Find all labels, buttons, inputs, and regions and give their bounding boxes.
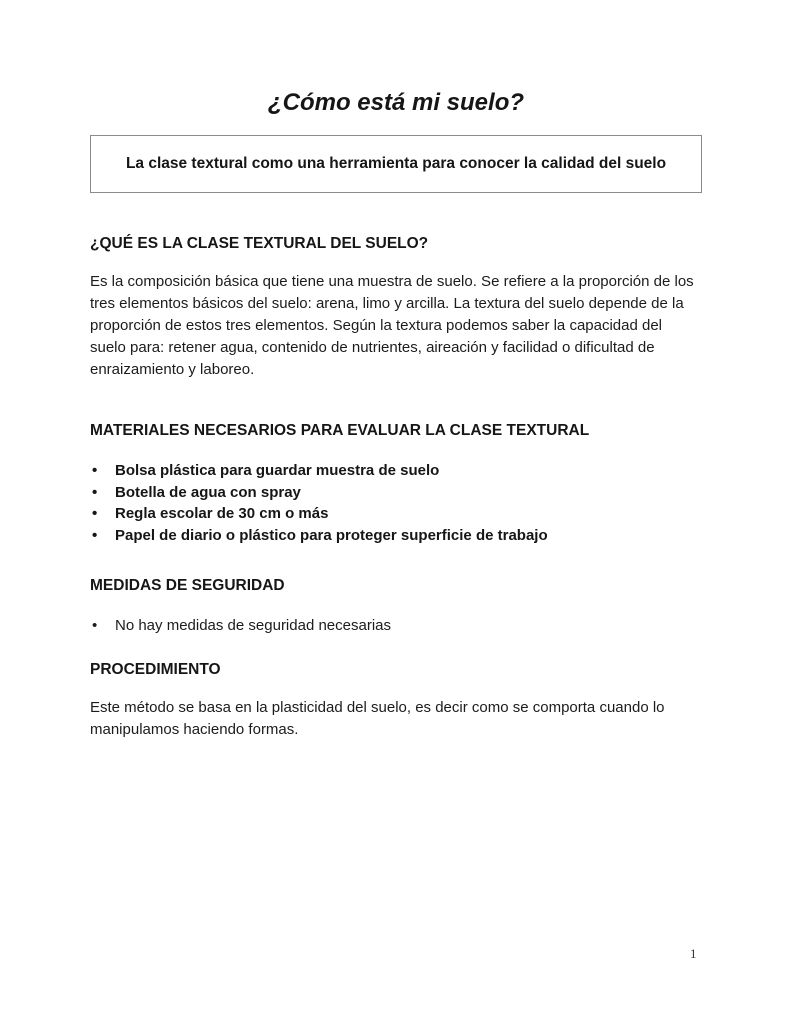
materials-list [90, 460, 702, 546]
list-item: • Papel de diario o plástico para proteger superficie de trabajo [92, 525, 702, 547]
subtitle-text: La clase textural como una herramienta para conocer la calidad del suelo [125, 155, 667, 172]
paragraph-what-is-textural-class: Es la composición básica que tiene una muestra de suelo. Se refiere a la proporción de los tres elementos básicos del suelo: arena, limo y arcilla. La textura del suelo depende de la proporción de estos tres elementos. Según la textura podemos saber la capacidad del suelo para: retener agua, contenido de nutrientes, aireación y facilidad o dificultad de enraizamiento y laboreo. [90, 273, 694, 378]
safety-list [90, 615, 702, 637]
list-item: • Botella de agua con spray [92, 482, 702, 504]
document-title: ¿Cómo está mi suelo? [267, 89, 525, 116]
section-heading-procedure: PROCEDIMIENTO [90, 660, 221, 678]
section-heading-materials: MATERIALES NECESARIOS PARA EVALUAR LA CLASE TEXTURAL [90, 422, 590, 439]
list-item: • No hay medidas de seguridad necesarias [92, 615, 702, 637]
subtitle-box [90, 135, 702, 193]
paragraph-procedure: Este método se basa en la plasticidad del suelo, es decir como se comporta cuando lo manipulamos haciendo formas. [90, 698, 665, 738]
section-heading-safety-measures: MEDIDAS DE SEGURIDAD [90, 577, 285, 594]
list-item: • Regla escolar de 30 cm o más [92, 503, 702, 525]
list-item: • Bolsa plástica para guardar muestra de suelo [92, 460, 702, 482]
section-heading-what-is-textural-class: ¿QUÉ ES LA CLASE TEXTURAL DEL SUELO? [90, 235, 429, 252]
page-number: 1 [690, 946, 697, 961]
